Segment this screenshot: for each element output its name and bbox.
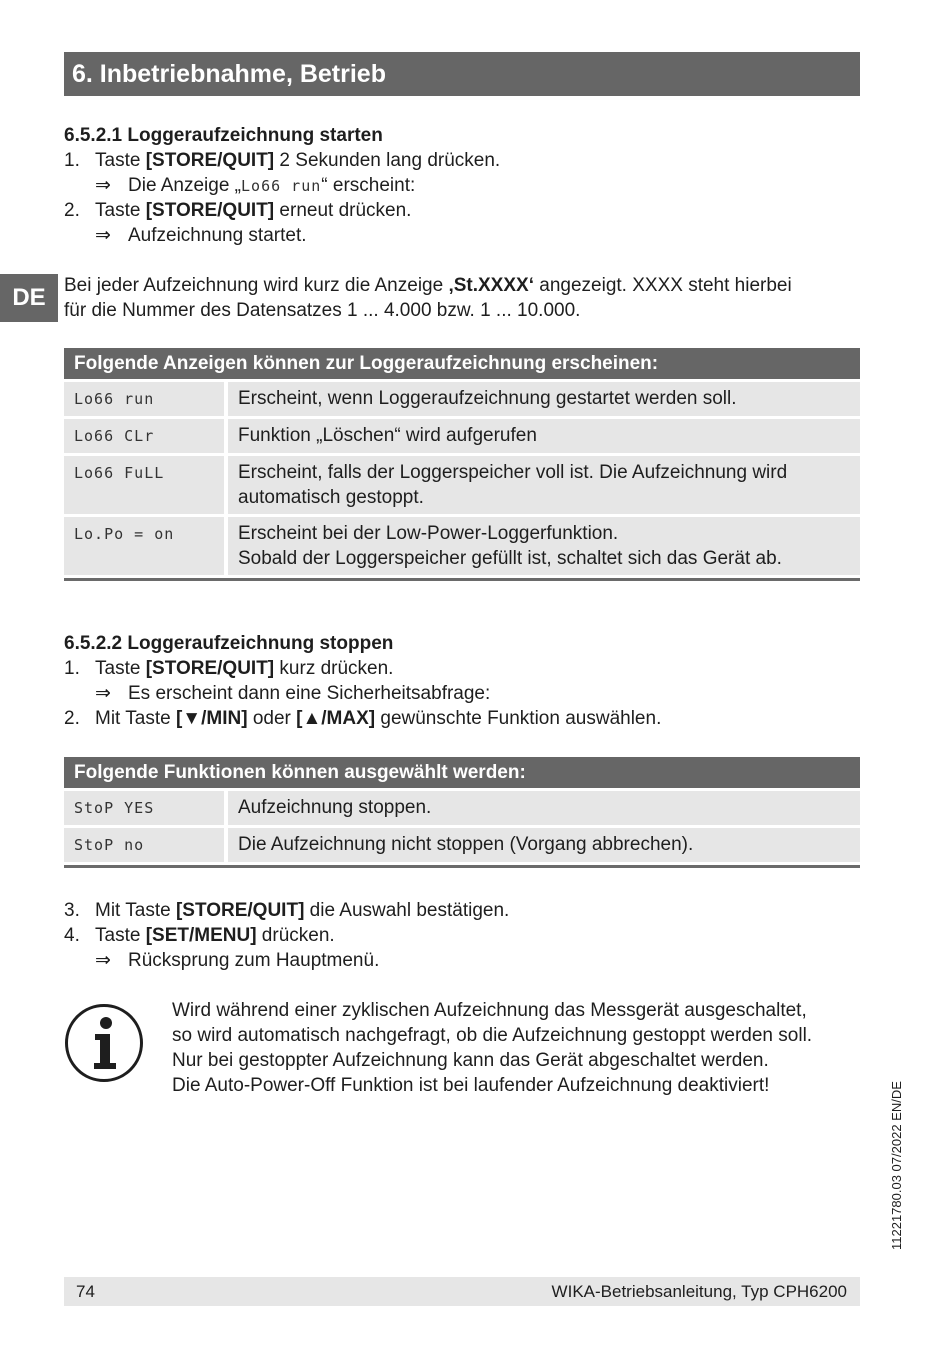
table-cell: Funktion „Löschen“ wird aufgerufen	[228, 419, 860, 453]
step-text: Mit Taste	[95, 900, 176, 921]
step-number: 2.	[64, 708, 80, 729]
step-text: Taste	[95, 200, 146, 221]
paragraph-line: für die Nummer des Datensatzes 1 ... 4.000 bzw. 1 ... 10.000.	[64, 300, 581, 321]
info-line: Wird während einer zyklischen Aufzeichnung das Messgerät ausgeschaltet,	[172, 1000, 807, 1021]
step-1	[64, 148, 500, 173]
step-2	[64, 198, 411, 223]
paragraph-text: Bei jeder Aufzeichnung wird kurz die Anzeige	[64, 275, 449, 296]
display-code: Lo.Po = on	[74, 525, 175, 543]
key-label: [STORE/QUIT]	[175, 900, 305, 921]
display-code: Lo66 CLr	[74, 427, 155, 445]
step-result	[64, 173, 415, 199]
table-cell: Die Aufzeichnung nicht stoppen (Vorgang abbrechen).	[228, 828, 860, 862]
result-arrow-icon: ⇒	[95, 175, 111, 196]
key-label: [▲/MAX]	[296, 708, 376, 729]
table-cell: Erscheint, wenn Loggeraufzeichnung gestartet werden soll.	[228, 382, 860, 416]
step-text: Taste	[95, 658, 146, 679]
result-arrow-icon: ⇒	[95, 950, 111, 971]
info-line: Die Auto-Power-Off Funktion ist bei laufender Aufzeichnung deaktiviert!	[172, 1075, 770, 1096]
step-text: 2 Sekunden lang drücken.	[274, 150, 501, 171]
language-tab: DE	[0, 274, 58, 322]
step-number: 1.	[64, 658, 80, 679]
footer-title: WIKA-Betriebsanleitung, Typ CPH6200	[551, 1282, 847, 1301]
document-number: 11221780.03 07/2022 EN/DE	[889, 1081, 904, 1250]
key-label: [STORE/QUIT]	[145, 150, 275, 171]
footer	[64, 1277, 860, 1306]
step-text: gewünschte Funktion auswählen.	[375, 708, 662, 729]
step-result	[64, 681, 490, 706]
step-number: 4.	[64, 925, 80, 946]
table-row	[64, 456, 860, 514]
step-number: 1.	[64, 150, 80, 171]
step-2	[64, 706, 661, 731]
result-text: Rücksprung zum Hauptmenü.	[128, 950, 380, 971]
display-code: Lo66 run	[74, 390, 155, 408]
table-row	[64, 419, 860, 453]
step-number: 3.	[64, 900, 80, 921]
section-heading-start: 6.5.2.1 Loggeraufzeichnung starten	[64, 125, 383, 146]
key-label: [SET/MENU]	[145, 925, 257, 946]
table-row	[64, 828, 860, 862]
step-text: Taste	[95, 150, 146, 171]
step-text: erneut drücken.	[274, 200, 412, 221]
paragraph-text: angezeigt. XXXX steht hierbei	[533, 275, 792, 296]
chapter-title: 6. Inbetriebnahme, Betrieb	[64, 52, 860, 96]
result-arrow-icon: ⇒	[95, 225, 111, 246]
result-text: “ erscheint:	[321, 175, 416, 196]
result-text: Die Anzeige „	[128, 175, 242, 196]
cell-line: Erscheint bei der Low-Power-Loggerfunktion.	[238, 523, 619, 544]
step-text: Mit Taste	[95, 708, 176, 729]
result-arrow-icon: ⇒	[95, 683, 111, 704]
info-line: Nur bei gestoppter Aufzeichnung kann das Gerät abgeschaltet werden.	[172, 1050, 769, 1071]
step-number: 2.	[64, 200, 80, 221]
step-text: oder	[247, 708, 297, 729]
paragraph-bold: ‚St.XXXX‘	[448, 275, 534, 296]
display-code: Lo66 run	[241, 177, 322, 195]
result-text: Aufzeichnung startet.	[128, 225, 307, 246]
info-note	[172, 998, 812, 1098]
step-4	[64, 923, 335, 948]
display-table	[64, 345, 860, 581]
step-3	[64, 898, 509, 923]
table-row	[64, 517, 860, 575]
cell-line: Erscheint, falls der Loggerspeicher voll ist. Die Aufzeichnung wird	[238, 462, 788, 483]
table-header: Folgende Funktionen können ausgewählt werden:	[64, 757, 860, 788]
result-text: Es erscheint dann eine Sicherheitsabfrage:	[128, 683, 491, 704]
step-text: kurz drücken.	[274, 658, 394, 679]
table-header: Folgende Anzeigen können zur Loggeraufzeichnung erscheinen:	[64, 348, 860, 379]
table-row	[64, 791, 860, 825]
step-text: Taste	[95, 925, 146, 946]
table-cell: Aufzeichnung stoppen.	[228, 791, 860, 825]
step-text: drücken.	[256, 925, 335, 946]
key-label: [STORE/QUIT]	[145, 658, 275, 679]
paragraph-line	[64, 273, 792, 298]
step-result	[64, 223, 307, 248]
table-cell	[228, 456, 860, 514]
function-table	[64, 754, 860, 868]
key-label: [▼/MIN]	[175, 708, 248, 729]
cell-line: Sobald der Loggerspeicher gefüllt ist, schaltet sich das Gerät ab.	[238, 548, 782, 569]
page-number: 74	[76, 1282, 95, 1301]
table-cell	[228, 517, 860, 575]
display-code: StoP YES	[74, 799, 155, 817]
display-code: StoP no	[74, 836, 145, 854]
step-1	[64, 656, 393, 681]
info-line: so wird automatisch nachgefragt, ob die Aufzeichnung gestoppt werden soll.	[172, 1025, 813, 1046]
step-result	[64, 948, 379, 973]
section-heading-stop: 6.5.2.2 Loggeraufzeichnung stoppen	[64, 633, 394, 654]
key-label: [STORE/QUIT]	[145, 200, 275, 221]
table-row	[64, 382, 860, 416]
cell-line: automatisch gestoppt.	[238, 487, 424, 508]
step-text: die Auswahl bestätigen.	[304, 900, 510, 921]
display-code: Lo66 FuLL	[74, 464, 165, 482]
info-icon	[65, 1004, 143, 1082]
